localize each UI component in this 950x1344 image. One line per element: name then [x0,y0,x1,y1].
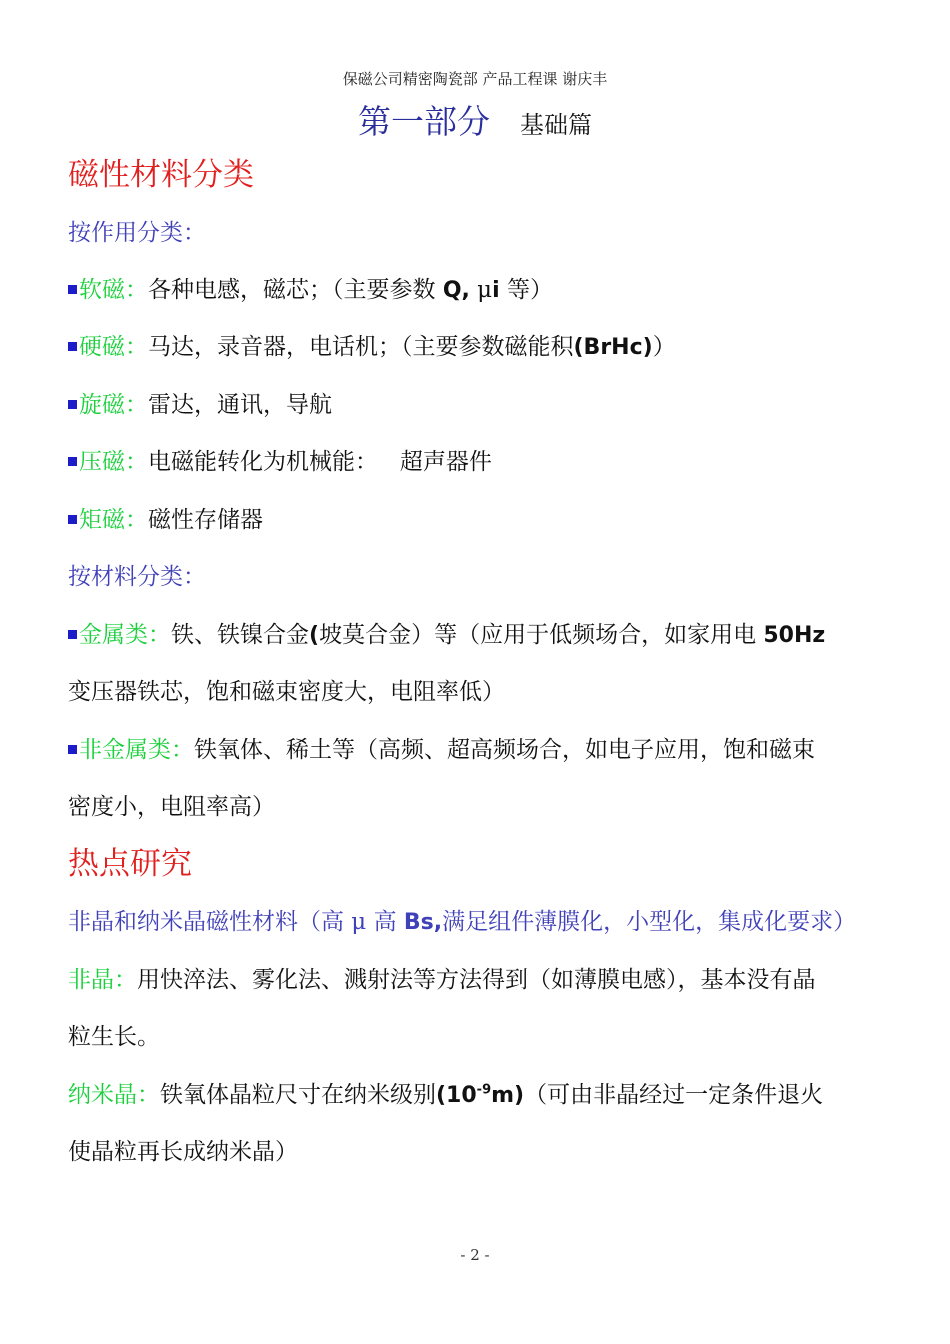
research-topic [68,907,900,938]
list-item-piezomagnetic [68,447,900,477]
list-item-metal [68,620,900,651]
square-bullet-icon [68,745,77,754]
topic-text: 非晶和纳米晶磁性材料（高 μ 高 [68,909,404,935]
square-bullet-icon [68,400,77,409]
title-sub: 基础篇 [520,111,592,139]
term-label: 压磁： [79,449,148,475]
item-text: 铁氧体、稀土等（高频、超高频场合，如电子应用，饱和磁束 [194,737,815,763]
paragraph-nanocrystal-continued: 使晶粒再长成纳米晶） [68,1139,298,1165]
term-label: 非金属类： [79,737,194,763]
list-item-rectangular-magnetic [68,505,900,535]
square-bullet-icon [68,342,77,351]
paragraph-nanocrystal [68,1080,900,1111]
item-text: 电磁能转化为机械能： 超声器件 [148,449,492,475]
item-latin-2: i [492,278,500,303]
list-item-gyromagnetic [68,390,900,420]
term-label: 纳米晶： [68,1082,160,1108]
item-text-2: 坡莫合金）等（应用于低频场合，如家用电 [319,622,764,648]
term-label: 硬磁： [79,334,148,360]
paragraph-amorphous-continued: 粒生长。 [68,1024,160,1050]
section-heading-research: 热点研究 [68,846,192,882]
subheading-by-material: 按材料分类： [68,564,206,590]
item-text-tail-2: 等） [499,277,553,303]
topic-latin: Bs, [403,910,443,935]
page-number: - 2 - [460,1246,490,1264]
item-text: 马达，录音器，电话机；（主要参数磁能积 [148,334,574,360]
page-title [0,96,950,143]
paragraph-text: 用快淬法、雾化法、溅射法等方法得到（如薄膜电感），基本没有晶 [137,967,816,993]
formula-unit: m) [491,1083,525,1108]
paragraph-amorphous [68,965,900,995]
paragraph-text: 铁氧体晶粒尺寸在纳米级别 [160,1082,436,1108]
list-item-hard-magnetic [68,332,900,363]
topic-text-2: 满足组件薄膜化，小型化，集成化要求） [442,909,857,935]
subheading-by-function: 按作用分类： [68,220,206,246]
section-heading-classification: 磁性材料分类 [68,157,254,193]
list-item-metal-continued: 变压器铁芯，饱和磁束密度大，电阻率低） [68,679,505,705]
square-bullet-icon [68,457,77,466]
item-text: 磁性存储器 [148,507,263,533]
item-text-tail: ） [652,334,676,360]
title-main: 第一部分 [358,102,490,141]
item-latin: Q, [442,278,470,303]
term-label: 矩磁： [79,507,148,533]
paragraph-text-2: （可由非晶经过一定条件退火 [524,1082,824,1108]
term-label: 金属类： [79,622,171,648]
item-text: 铁、铁镍合金 [171,622,309,648]
list-item-nonmetal [68,735,900,765]
square-bullet-icon [68,285,77,294]
item-text: 各种电感，磁芯；（主要参数 [148,277,443,303]
term-label: 非晶： [68,967,137,993]
term-label: 软磁： [79,277,148,303]
page-header: 保磁公司精密陶瓷部 产品工程课 谢庆丰 [342,70,608,88]
item-latin: (BrHc) [573,335,653,360]
formula-base: (10 [436,1083,477,1108]
item-latin: ( [309,623,320,648]
term-label: 旋磁： [79,392,148,418]
square-bullet-icon [68,630,77,639]
item-text: 雷达，通讯，导航 [148,392,332,418]
item-text-tail: μ [469,277,493,303]
item-latin-2: 50Hz [763,623,826,648]
list-item-nonmetal-continued: 密度小，电阻率高） [68,794,275,820]
formula-exponent: -9 [476,1082,492,1098]
square-bullet-icon [68,515,77,524]
list-item-soft-magnetic [68,275,900,306]
